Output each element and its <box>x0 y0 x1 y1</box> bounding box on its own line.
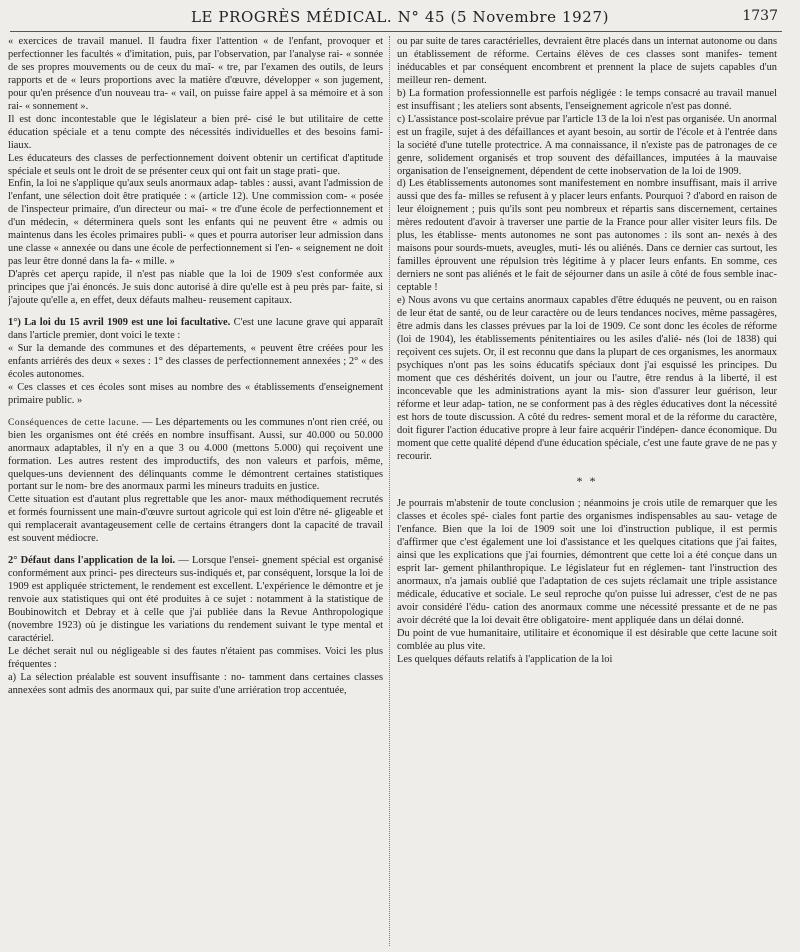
left-column <box>8 36 383 946</box>
header-rule <box>10 31 782 32</box>
paragraph: Cette situation est d'autant plus regrettable que les anor- maux méthodiquement recrutés et formés fournissent une main-d'œuvre surtout agricole qui est loin d'être né- gligeable et qui remplacerait avantageusement celle de certains étrangers dont la capacité de travail est souvent médiocre. <box>8 494 383 545</box>
column-divider <box>389 36 390 946</box>
paragraph: D'après cet aperçu rapide, il n'est pas niable que la loi de 1909 s'est conformée aux principes que j'ai énoncés. Je suis donc autorisé à dire qu'elle est à peu près par- faite, si j'ajoute qu'elle a, en effet, deux défauts malheu- reusement capitaux. <box>8 269 383 307</box>
paragraph: ou par suite de tares caractérielles, devraient être placés dans un internat autonome ou dans un établissement de réforme. Certains élèves de ces classes sont manifes- tement inéducables et par conséquent encombrent et prennent la place de sujets capables d'un meilleur ren- dement. <box>397 36 777 86</box>
journal-title: LE PROGRÈS MÉDICAL. N° 45 (5 Novembre 1927) <box>190 8 610 26</box>
paragraph: b) La formation professionnelle est parfois négligée : le temps consacré au travail manuel est insuffisant ; les ateliers sont absents, l'enseignement agricole n'est pas donné. <box>397 87 777 112</box>
paragraph: e) Nous avons vu que certains anormaux capables d'être éduqués ne peuvent, ou en raison de leur état de santé, ou de leur caractère ou de leurs tendances nocives, même passagères, être admis dans les classes prévues par la loi de 1909. Ce sont donc les écoles de réforme (loi de 1904), les établissements pénitentiaires ou les asiles d'alié- nés (loi de 1838) qui reçoivent ces sujets. Or, il est reconnu que dans la plupart de ces organismes, les anormaux psychiques n'ont pas les soins éducatifs spéciaux dont j'ai esquissé les principes. Du moment que ces déshérités doivent, un jour ou l'autre, être rendus à la liberté, il est inconcevable que les administrations ayant la mis- sion d'assurer leur guérison, leur réforme et leur adap- tation, ne se conforment pas à des règles éducatives dont la nécessité est hors de toute discussion. A côté du redres- sement moral et de la réforme du caractère, doit figurer l'action éducative propre à leur faire acquérir l'indépen- dance économique. Du moment que cette qualité dépend d'une éducation spéciale, c'est une faute grave de ne pas y recourir. <box>397 295 777 462</box>
section-heading: Conséquences de cette lacune. <box>8 417 140 428</box>
section-paragraph <box>8 317 383 343</box>
paragraph: a) La sélection préalable est souvent insuffisante : no- tamment dans certaines classes annexées sont admis des anormaux qui, par suite d'une arriération trop accentuée, <box>8 671 383 696</box>
paragraph: Je pourrais m'abstenir de toute conclusion ; néanmoins je crois utile de remarquer que les classes et écoles spé- ciales font partie des organismes indispensables au sau- vetage de l'enfance. Bien que la loi de 1909 soit une loi d'instruction publique, il est permis d'affirmer que c'est également une loi d'assistance et les quelques citations que j'ai faites, ainsi que les explications que j'ai fournies, démontrent que cette loi a été conçue dans un esprit lar- gement philanthropique. Le législateur fut en réglemen- tant l'instruction des anormaux, n'a jamais oublié que l'adaptation de ces sujets réclamait une triple assistance médicale, éducative et sociale. Le seul reproche qu'on puisse lui adresser, c'est de ne pas avoir considéré l'édu- cation des anormaux comme une nécessité pressante et de ne pas avoir décrété que la loi devait être obligatoire- ment appliquée dans un délai donné. <box>397 498 777 626</box>
section-heading: 2° Défaut dans l'application de la loi. <box>8 555 176 567</box>
paragraph-text: — Lorsque l'ensei- gnement spécial est organisé conformément aux princi- pes directeurs sus-indiqués et, par conséquent, lorsque la loi de 1909 est appliquée strictement, le rendement est excellent. L'expérience le démontre et je renvoie aux statistiques qui ont été produites à ce sujet : notamment à la statistique de Boubinowitch et Debray et à celle que j'ai publiée dans la Revue Anthropologique (novembre 1923) où je distingue les variations du rendement suivant le type mental et caractériel. <box>8 555 383 644</box>
section-separator: * * <box>576 474 598 489</box>
section-heading: 1°) La loi du 15 avril 1909 est une loi facultative. <box>8 317 231 329</box>
page-number: 1737 <box>742 8 778 24</box>
paragraph: c) L'assistance post-scolaire prévue par l'article 13 de la loi n'est pas organisée. Un anormal est un fragile, sujet à des défaillances et ayant besoin, au sortir de l'école et à l'entrée dans la société d'une tutelle protectrice. A ma connaissance, il n'existe pas de patronages de ce genre, solidement organisés et trop souvent des défaillances, imputées à la mauvaise organisation de l'enseignement, dépendent de cette inobservation de la loi de 1909. <box>397 113 777 177</box>
running-header <box>0 6 800 28</box>
quotation: « Ces classes et ces écoles sont mises au nombre des « établissements d'enseignement primaire public. » <box>8 381 383 406</box>
section-paragraph <box>8 555 383 646</box>
paragraph: « exercices de travail manuel. Il faudra fixer l'attention « de l'enfant, provoquer et perfectionner les facultés « d'imitation, puis, par l'observation, par l'analyse rai- « sonnée de ses propres mouvements ou de ceux du maî- « tre, par l'examen des outils, de leurs rapports et de « leurs proportions avec la matière d'œuvre, développer « son jugement, pour qu'en présence d'un nouveau tra- « vail, on puisse faire appel à sa mémoire et à son rai- « sonnement ». <box>8 36 383 112</box>
paragraph: Enfin, la loi ne s'applique qu'aux seuls anormaux adap- tables : aussi, avant l'admission de l'enfant, une sélection doit être pratiquée : « (article 12). Une commission com- « posée de l'inspecteur primaire, d'un directeur ou mai- « tre d'une école de perfectionnement et d'un médecin, « déterminera quels sont les enfants qui ne peuvent être « admis ou maintenus dans les écoles primaires publi- « ques et pourra autoriser leur admission dans une classe « annexée ou dans une école de perfectionnement si l'en- « seignement ne doit pas leur être donné dans la fa- « mille. » <box>8 178 383 268</box>
paragraph: Du point de vue humanitaire, utilitaire et économique il est désirable que cette lacune soit comblée au plus vite. <box>397 627 777 652</box>
paragraph-text: C'est une lacune grave qui apparaît dans l'article premier, dont voici le texte : <box>8 317 383 341</box>
paragraph: Il est donc incontestable que le législateur a bien pré- cisé le but utilitaire de cette éducation spéciale et a tenu compte des nécessités individuelles et des besoins fami- liaux. <box>8 113 383 151</box>
section-paragraph <box>8 417 383 495</box>
quotation: « Sur la demande des communes et des départements, « peuvent être créées pour les enfants arriérés des deux « sexes : 1° des classes de perfectionnement annexées ; 2° « des écoles autonomes. <box>8 342 383 380</box>
paragraph: d) Les établissements autonomes sont manifestement en nombre insuffisant, mais il arrive aussi que des fa- milles se refusent à y placer leurs enfants. Pourquoi ? d'abord en raison de leur éloignement ; puis qu'ils sont peu nombreux et répartis sans discernement, certaines mères redoutent d'avoir à traverser une partie de la France pour aller visiter leurs fils. De plus, les établisse- ments autonomes ne sont pas autonomes : ils sont an- nexés à des maisons pour sourds-muets, aveugles, muti- lés ou aliénés. Dans ce dernier cas surtout, les familles éprouvent une répulsion très légitime à y placer leurs enfants. En somme, ces derniers ne sont pas aliénés et le fait de séjourner dans un asile à côté de fous semble inac- ceptable ! <box>397 178 777 294</box>
paragraph-text: — Les départements ou les communes n'ont rien créé, ou bien les organismes ont été créés en nombre insuffisant. Aussi, sur 40.000 ou 50.000 anormaux adaptables, il n'y en a que 3 ou 4.000 (mettons 5.000) qui reçoivent une formation. Les autres restent des improductifs, des non valeurs et parfois, même, quelques-uns deviennent des délinquants comme le démontrent certaines statistiques portant sur le nom- bre des anormaux parmi les mineurs traduits en justice. <box>8 416 383 493</box>
right-column <box>397 36 777 946</box>
paragraph: Le déchet serait nul ou négligeable si des fautes n'étaient pas commises. Voici les plus fréquentes : <box>8 645 383 670</box>
paragraph: Les éducateurs des classes de perfectionnement doivent obtenir un certificat d'aptitude spéciale et seuls ont le droit de se présenter ceux qui ont fait un stage prati- que. <box>8 152 383 177</box>
paragraph: Les quelques défauts relatifs à l'application de la loi <box>397 653 613 665</box>
